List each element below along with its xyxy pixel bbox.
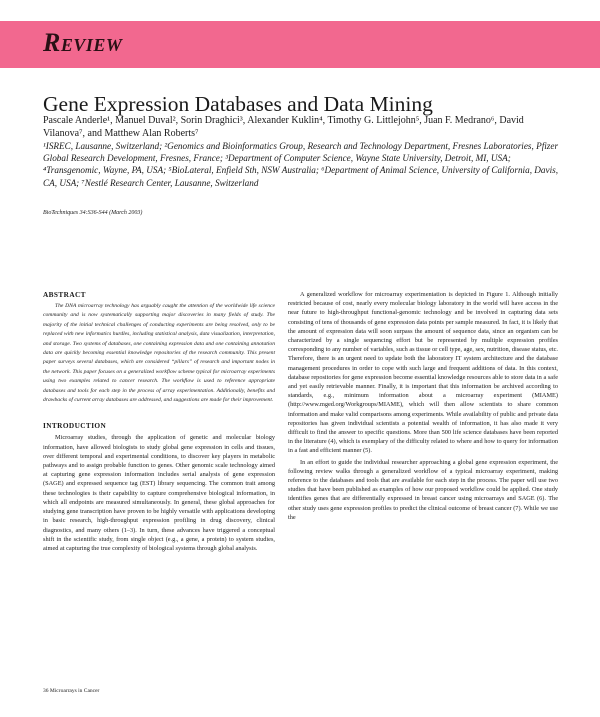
introduction-paragraph: Microarray studies, through the application of genetic and molecular biology information, have allowed biologists to study global gene expression in cells and tissues, over different temporal and experimental conditions, to discover key players in metabolic pathways and to assign probable function to genes. Other genomic scale technology aimed at capturing gene expression information includes serial analysis of gene expression (SAGE) and expressed sequence tag (EST) library sequencing. The common trait among these technologies is their capability to capture comprehensive biological information, in which all endpoints are measured simultaneously. In general, these global approaches for studying gene transcription have proven to be highly versatile with applications developing in basic research, high-throughput expression profiling in drug discovery, clinical diagnostics, and many others (1–3). In turn, these advances have triggered a conceptual shift in the scientific study, from single object (e.g., a gene, a protein) to system studies, aimed at capturing the true complexity of biological systems through global analysis. xyxy=(43,434,275,552)
body-paragraph-1: A generalized workflow for microarray experimentation is depicted in Figure 1. Although initially restricted because of cost, nearly every molecular biology laboratory in the world will have access in the near future to high-throughput functional-genomic technology and be involved in capturing data sets consisting of tens of thousands of gene expression data points per sample measured. In fact, it is likely that the amount of expression data will soon surpass the amount of sequence data, since an organism can be characterized by a single sequencing effort but be represented by multiple expression profiles corresponding to any number of variables, such as tissue or cell type, age, sex, nutrition, disease status, etc. Therefore, there is an urgent need to update both the laboratory IT system architecture and the database management procedures in order to cope with such large and frequent additions of data. In this context, database repositories for gene expression become essential knowledge resources able to store data in a safe and yet easily retrievable manner. Finally, it is important that this information be archived according to standards, e.g., minimum information about a microarray experiment (MIAME) (http://www.mged.org/Workgroups/MIAME), which will then allow scientists to share common information and make valid comparisons among experiments. While availability of public and private data repositories has given individual scientists a potential wealth of information, it has also made it very difficult to find the answer to specific questions. More than 500 life science databases have been reported in the literature (4), which is exemplary of the difficulty related to where and how to query for information in a fast and efficient manner (5). xyxy=(288,291,558,455)
section-label: Review xyxy=(43,28,123,57)
article-title: Gene Expression Databases and Data Mining xyxy=(43,92,433,116)
body-paragraph-2: In an effort to guide the individual researcher approaching a global gene expression experiment, the following review walks through a generalized workflow of a typical microarray experiment, making reference to the databases and tools that are available for each step in the process. The paper will use two studies that have been published as examples of how our proposed workflow could be applied. One study identifies genes that are differentially expressed in breast cancer using microarrays and SAGE (6). The other study uses gene expression profiles to predict the clinical outcome of breast cancer (7). While we use the xyxy=(288,458,558,521)
left-column xyxy=(43,290,275,553)
page-footer: 36 Microarrays in Cancer xyxy=(43,688,100,694)
right-column xyxy=(288,290,558,522)
introduction-heading: INTRODUCTION xyxy=(43,421,107,431)
abstract-text: The DNA microarray technology has arguably caught the attention of the worldwide life science community and is now systematically supporting major discoveries in many fields of study. The majority of the initial technical challenges of conducting experiments are being resolved, only to be replaced with new informatics hurdles, including statistical analysis, data visualization, interpretation, and storage. Two systems of databases, one containing expression data and one containing annotation data are quickly becoming essential knowledge repositories of the research community. This present paper surveys several databases, which are considered “pillars” of research and important nodes in the network. This paper focuses on a generalized workflow scheme typical for microarray experiments using two examples related to cancer research. The workflow is used to reference appropriate databases and tools for each step in the process of array experimentation. Additionally, benefits and drawbacks of current array databases are addressed, and suggestions are made for their improvement. xyxy=(43,303,275,404)
author-list: Pascale Anderle¹, Manuel Duval², Sorin Draghici³, Alexander Kuklin⁴, Timothy G. Littlejohn⁵, Juan F. Medrano⁶, David Vilanova⁷, and Matthew Alan Roberts⁷ xyxy=(43,115,524,139)
affiliations: ¹ISREC, Lausanne, Switzerland; ²Genomics and Bioinformatics Group, Research and Technology Department, Fresnes Laboratories, Pfizer Global Research Development, Fresnes, France; ³Department of Computer Science, Wayne State University, Detroit, MI, USA; ⁴Transgenomic, Wayne, PA, USA; ⁵BioLateral, Enfield Sth, NSW Australia; ⁶Department of Animal Science, University of California, Davis, CA, USA; ⁷Nestlé Research Center, Lausanne, Switzerland xyxy=(43,141,559,188)
journal-citation: BioTechniques 34:S36-S44 (March 2003) xyxy=(43,210,143,216)
abstract-heading: ABSTRACT xyxy=(43,290,86,299)
section-banner xyxy=(0,21,600,68)
